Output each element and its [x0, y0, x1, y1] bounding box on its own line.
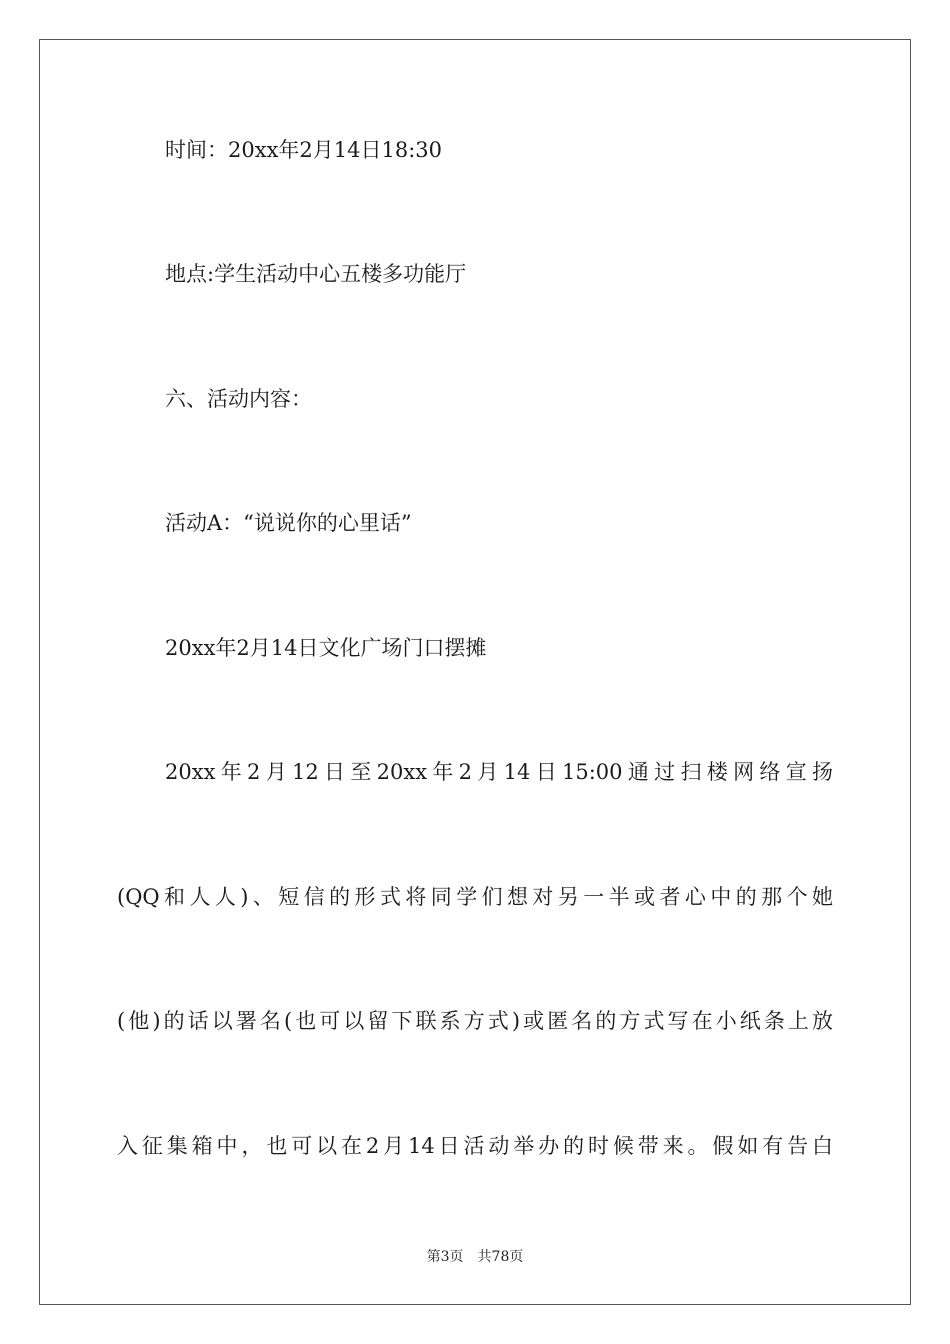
page-number-footer: 第3页 共78页 [426, 1249, 524, 1265]
section-heading-activity-content: 六、活动内容： [165, 387, 312, 411]
page-border [39, 39, 911, 1305]
paragraph-body-line-2: (QQ和人人)、短信的形式将同学们想对另一半或者心中的那个她 [117, 885, 833, 909]
paragraph-time: 时间：20xx年2月14日18:30 [165, 138, 443, 162]
paragraph-body-line-3: (他)的话以署名(也可以留下联系方式)或匿名的方式写在小纸条上放 [117, 1009, 833, 1033]
paragraph-body-line-4: 入征集箱中，也可以在2月14日活动举办的时候带来。假如有告白 [117, 1134, 833, 1158]
paragraph-stall-date: 20xx年2月14日文化广场门口摆摊 [165, 636, 487, 660]
paragraph-location: 地点:学生活动中心五楼多功能厅 [165, 262, 467, 286]
paragraph-body-line-1: 20xx年2月12日至20xx年2月14日15:00通过扫楼网络宣扬 [165, 760, 833, 784]
paragraph-activity-a: 活动A：“说说你的心里话” [165, 511, 412, 535]
